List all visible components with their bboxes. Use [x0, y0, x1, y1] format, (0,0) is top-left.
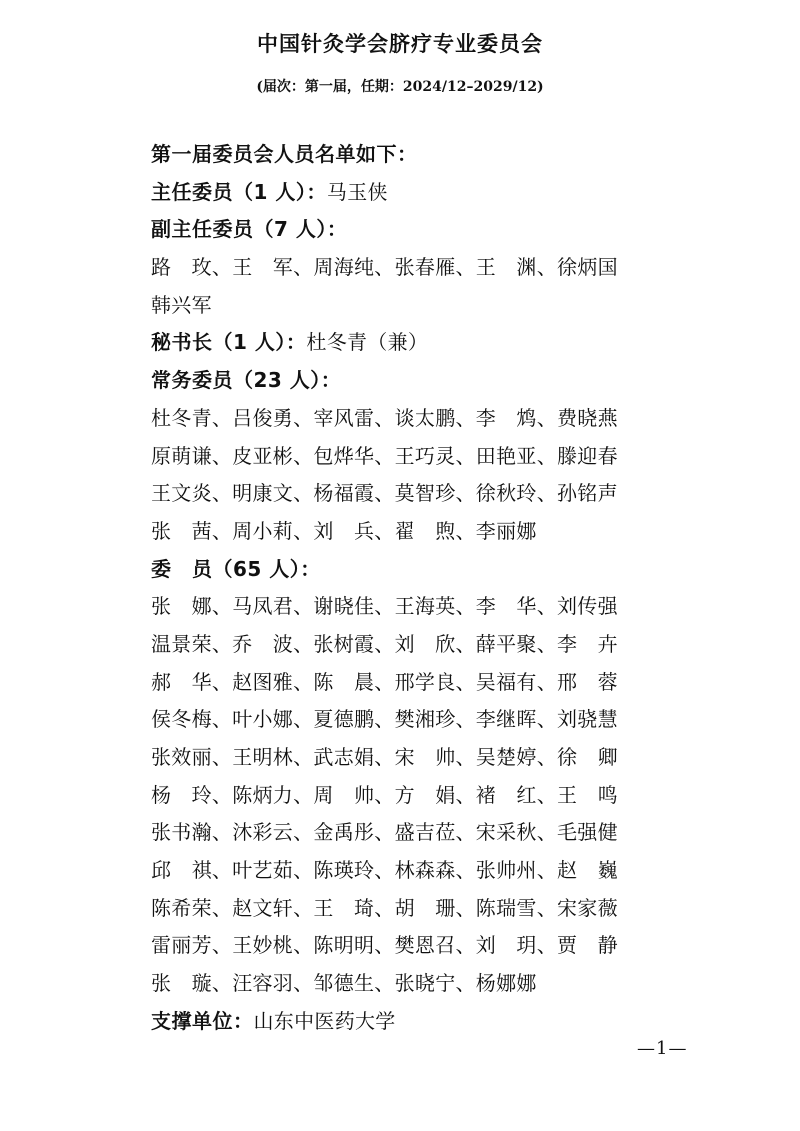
vice-directors-label: 副主任委员（7 人）：: [151, 217, 348, 242]
standing-members-names-line: 张 茜、周小莉、刘 兵、翟 煦、李丽娜: [151, 518, 537, 543]
members-names-line: 杨 玲、陈炳力、周 帅、方 娟、褚 红、王 鸣: [151, 782, 618, 807]
standing-members-names-line: 原萌谦、皮亚彬、包烨华、王巧灵、田艳亚、滕迎春: [151, 443, 618, 468]
page-number: —1—: [637, 1038, 688, 1059]
director-line: [151, 174, 651, 212]
vice-directors-names-line: 韩兴军: [151, 292, 212, 317]
support-unit-label: 支撑单位：: [151, 1008, 254, 1033]
term-subtitle: (届次：第一届，任期：2024/12–2029/12): [256, 79, 544, 95]
secretary-line: [151, 324, 651, 362]
members-names-line: 陈希荣、赵文轩、王 琦、胡 珊、陈瑞雪、宋家薇: [151, 895, 618, 920]
members-names-line: 温景荣、乔 波、张树霞、刘 欣、薛平聚、李 卉: [151, 631, 618, 656]
standing-members-names-line: 王文炎、明康文、杨福霞、莫智珍、徐秋玲、孙铭声: [151, 481, 618, 506]
members-names-line: 张书瀚、沐彩云、金禹彤、盛吉莅、宋采秋、毛强健: [151, 820, 618, 845]
members-label: 委 员（65 人）：: [151, 556, 321, 581]
members-names-line: 张 娜、马凤君、谢晓佳、王海英、李 华、刘传强: [151, 594, 618, 619]
members-names-line: 邱 祺、叶艺茹、陈瑛玲、林森森、张帅州、赵 巍: [151, 858, 618, 883]
members-names-line: 侯冬梅、叶小娜、夏德鹏、樊湘珍、李继晖、刘骁慧: [151, 707, 618, 732]
members-names-line: 郝 华、赵图雅、陈 晨、邢学良、吴福有、邢 蓉: [151, 669, 618, 694]
members-names-line: 雷丽芳、王妙桃、陈明明、樊恩召、刘 玥、贾 静: [151, 933, 618, 958]
secretary-label: 秘书长（1 人）：: [151, 330, 307, 355]
members-names-line: 张 璇、汪容羽、邹德生、张晓宁、杨娜娜: [151, 971, 537, 996]
director-name: 马玉侠: [326, 179, 388, 204]
support-unit-line: [151, 1003, 651, 1041]
standing-members-names-line: 杜冬青、吕俊勇、宰风雷、谈太鹏、李 鸩、费晓燕: [151, 405, 618, 430]
secretary-name: 杜冬青（兼）: [306, 330, 429, 355]
support-unit-name: 山东中医药大学: [253, 1008, 396, 1033]
standing-members-label: 常务委员（23 人）：: [151, 368, 342, 393]
director-label: 主任委员（1 人）：: [151, 179, 327, 204]
vice-directors-names-line: 路 玫、王 军、周海纯、张春雁、王 渊、徐炳国: [151, 255, 618, 280]
members-names-line: 张效丽、王明林、武志娟、宋 帅、吴楚婷、徐 卿: [151, 745, 618, 769]
intro-line: 第一届委员会人员名单如下：: [151, 142, 418, 166]
document-title: 中国针灸学会脐疗专业委员会: [257, 31, 543, 56]
member-list: [151, 136, 651, 1041]
